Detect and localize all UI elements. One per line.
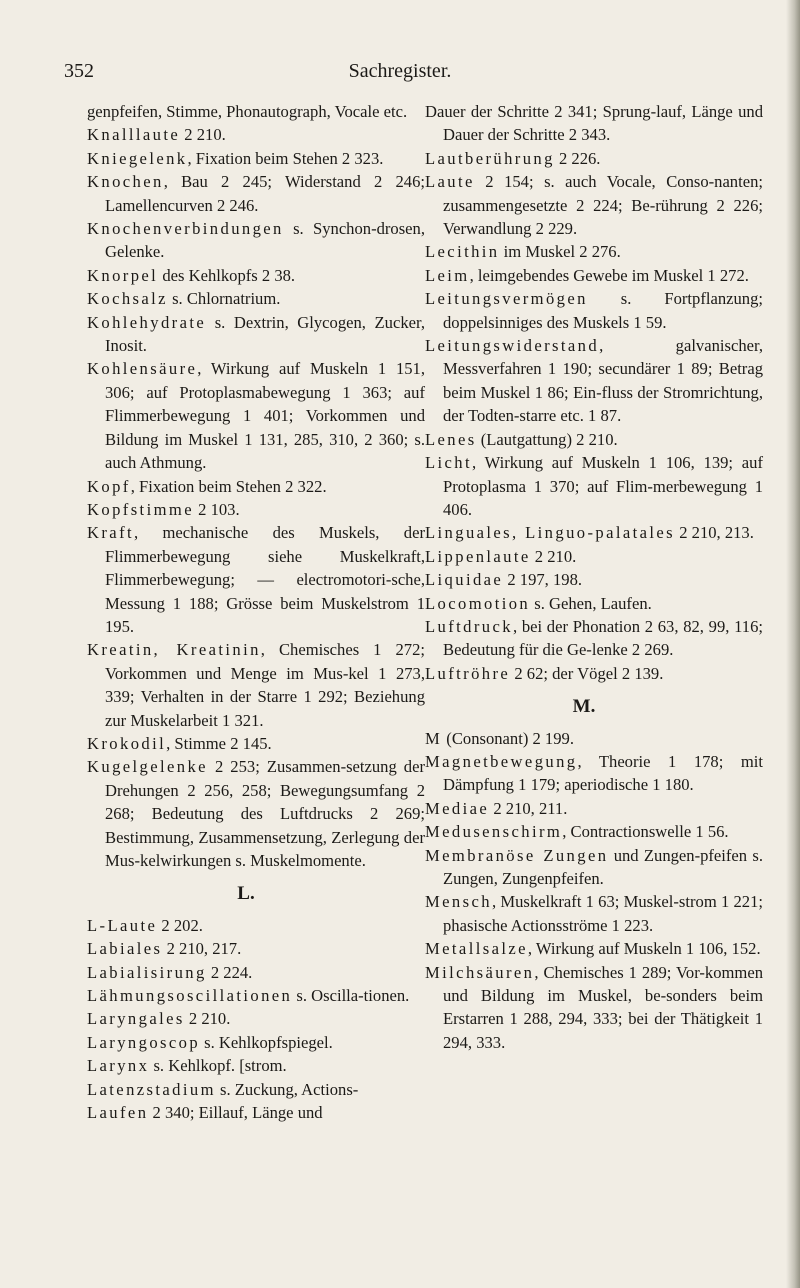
entry-headword: Mensch — [425, 892, 492, 912]
entry-headword: Medusenschirm — [425, 822, 563, 842]
entry-text: s. Zuckung, Actions- — [215, 1079, 359, 1099]
entry-text: 2 62; der Vögel 2 139. — [510, 663, 664, 683]
index-entry — [87, 638, 425, 732]
entry-text: , galvanischer, Messverfahren 1 190; secundärer 1 89; Betrag beim Muskel 1 86; Ein-fluss der Stromrichtung, der Todten-starre etc. 1 87. — [443, 336, 763, 426]
index-entry — [425, 264, 763, 287]
index-entry — [87, 755, 425, 872]
index-entry — [87, 147, 425, 170]
page-edge-shadow — [786, 0, 800, 1288]
entry-text: , Theorie 1 178; mit Dämpfung 1 179; aperiodische 1 180. — [443, 751, 763, 795]
entry-headword: Lecithin — [425, 242, 500, 262]
entry-text: , Wirkung auf Muskeln 1 106, 152. — [527, 939, 761, 959]
entry-text: s. Chlornatrium. — [167, 289, 281, 309]
entry-text: , bei der Phonation 2 63, 82, 99, 116; Bedeutung für die Ge-lenke 2 269. — [443, 616, 763, 660]
entry-text: s. Oscilla-tionen. — [292, 986, 410, 1006]
index-entry — [87, 1031, 425, 1054]
entry-text: , leimgebendes Gewebe im Muskel 1 272. — [469, 265, 749, 285]
index-entry — [425, 568, 763, 591]
entry-text: 2 210, 211. — [489, 798, 568, 818]
entry-headword: Lautberührung — [425, 148, 555, 168]
entry-headword: Larynx — [87, 1056, 150, 1076]
left-entries-l — [87, 914, 425, 1125]
index-entry — [87, 1101, 425, 1124]
index-entry — [425, 615, 763, 662]
entry-headword: Locomotion — [425, 593, 531, 613]
entry-headword: M — [425, 728, 443, 748]
index-entry — [425, 890, 763, 937]
entry-headword: Kopfstimme — [87, 499, 194, 519]
entry-text: , Contractionswelle 1 56. — [562, 822, 729, 842]
entry-text: und Zungen-pfeifen s. Zungen, Zungenpfeifen. — [443, 845, 763, 888]
entry-text: (Lautgattung) 2 210. — [476, 429, 618, 449]
left-entries — [87, 100, 425, 872]
index-entry — [87, 264, 425, 287]
index-entry — [425, 750, 763, 797]
entry-headword: Leim — [425, 265, 470, 285]
entry-headword: Liquidae — [425, 570, 504, 590]
page-title: Sachregister. — [348, 60, 452, 82]
index-entry — [87, 475, 425, 498]
index-entry — [425, 961, 763, 1055]
entry-text: 2 210. — [180, 125, 226, 145]
entry-text: s. Synchon-drosen, Gelenke. — [105, 219, 425, 262]
entry-text: des Kehlkopfs 2 38. — [158, 265, 296, 285]
entry-headword: Kohlehydrate — [87, 312, 207, 332]
right-entries — [425, 100, 763, 685]
entry-text: 2 210. — [184, 1009, 231, 1029]
page-header — [0, 60, 800, 90]
entry-headword: Lippenlaute — [425, 546, 531, 566]
index-entry — [425, 240, 763, 263]
entry-headword: Kohlensäure — [87, 359, 198, 379]
index-entry — [87, 521, 425, 638]
index-entry — [425, 428, 763, 451]
entry-text: im Muskel 2 276. — [499, 242, 621, 262]
entry-headword: Lenes — [425, 429, 477, 449]
entry-headword: Labiales — [87, 939, 163, 959]
entry-headword: Laufen — [87, 1103, 149, 1123]
entry-text: 2 210, 217. — [162, 939, 242, 959]
index-entry — [87, 1078, 425, 1101]
entry-headword: Kraft — [87, 523, 135, 543]
entry-text: 2 224. — [206, 962, 253, 982]
entry-headword: Krokodil — [87, 733, 167, 753]
entry-headword: Luftröhre — [425, 663, 511, 683]
entry-text: , Fixation beim Stehen 2 323. — [187, 148, 384, 168]
entry-headword: Leitungsvermögen — [425, 289, 588, 309]
entry-headword: Kniegelenk — [87, 148, 188, 168]
index-entry — [425, 334, 763, 428]
entry-headword: Mediae — [425, 798, 490, 818]
entry-text: , Wirkung auf Muskeln 1 151, 306; auf Protoplasmabewegung 1 363; auf Flimmerbewegung 1 401; Vorkommen und Bildung im Muskel 1 131, 285, 310, 2 360; s. auch Athmung. — [105, 359, 425, 473]
index-entry — [87, 287, 425, 310]
entry-headword: Knorpel — [87, 265, 159, 285]
entry-headword: Milchsäuren — [425, 962, 535, 982]
entry-text: , Chemisches 1 272; Vorkommen und Menge im Mus-kel 1 273, 339; Verhalten in der Starre 1 292; Beziehung zur Muskelarbeit 1 321. — [105, 640, 425, 730]
entry-headword: Licht — [425, 453, 473, 473]
index-entry — [425, 937, 763, 960]
index-entry — [87, 984, 425, 1007]
index-entry — [425, 451, 763, 521]
index-entry — [425, 545, 763, 568]
entry-text: , Wirkung auf Muskeln 1 106, 139; auf Protoplasma 1 370; auf Flim-merbewegung 1 406. — [443, 453, 763, 519]
index-entry — [425, 820, 763, 843]
index-entry — [425, 727, 763, 750]
entry-headword: Laryngales — [87, 1009, 185, 1029]
entry-text: s. Fortpflanzung; doppelsinniges des Muskels 1 59. — [443, 289, 763, 332]
entry-headword: Membranöse Zungen — [425, 845, 609, 865]
entry-text: 2 210, 213. — [675, 523, 754, 543]
index-entry — [87, 100, 425, 123]
index-entry — [87, 961, 425, 984]
index-entry — [425, 592, 763, 615]
index-entry — [425, 100, 763, 147]
entry-headword: Knalllaute — [87, 125, 181, 145]
entry-text: 2 253; Zusammen-setzung der Drehungen 2 256, 258; Bewegungsumfang 2 268; Bedeutung des Luftdrucks 2 269; Bestimmung, Zusammensetzung, Zerlegung der Mus-kelwirkungen s. Muskelmomente. — [105, 757, 425, 870]
index-entry — [425, 662, 763, 685]
entry-headword: Kochsalz — [87, 289, 168, 309]
entry-headword: Metallsalze — [425, 939, 528, 959]
entry-headword: Lähmungsoscillationen — [87, 986, 293, 1006]
right-entries-m — [425, 727, 763, 1055]
index-entry — [87, 217, 425, 264]
entry-text: s. Kehlkopfspiegel. — [200, 1032, 333, 1052]
entry-text: genpfeifen, Stimme, Phonautograph, Vocale etc. — [87, 102, 408, 121]
entry-text: s. Dextrin, Glycogen, Zucker, Inosit. — [105, 312, 425, 356]
index-entry — [87, 311, 425, 358]
entry-text: , Chemisches 1 289; Vor-kommen und Bildung im Muskel, be-sonders beim Erstarren 1 288, 294, 333; bei der Thätigkeit 1 294, 333. — [443, 962, 763, 1052]
entry-text: , Stimme 2 145. — [166, 733, 272, 753]
entry-headword: Knochen — [87, 172, 164, 192]
entry-headword: Laute — [425, 172, 475, 192]
entry-headword: Luftdruck — [425, 616, 513, 636]
entry-headword: Kopf — [87, 476, 131, 496]
entry-text: 2 154; s. auch Vocale, Conso-nanten; zusammengesetzte 2 224; Be-rührung 2 226; Verwandlung 2 229. — [443, 172, 763, 239]
entry-text: 2 202. — [157, 915, 203, 935]
entry-text: , mechanische des Muskels, der Flimmerbewegung siehe Muskelkraft, Flimmerbewegung; — electromotori-sche, Messung 1 188; Grösse beim Muskelstrom 1 195. — [105, 523, 425, 636]
index-entry — [87, 914, 425, 937]
entry-text: s. Gehen, Laufen. — [530, 593, 652, 613]
index-entry — [87, 732, 425, 755]
entry-text: s. Kehlkopf. [strom. — [149, 1056, 287, 1076]
entry-text: 2 197, 198. — [503, 570, 583, 590]
entry-headword: Leitungswiderstand — [425, 336, 600, 356]
index-entry — [87, 123, 425, 146]
entry-headword: Kugelgelenke — [87, 757, 208, 777]
left-column — [87, 100, 425, 1124]
entry-headword: Latenzstadium — [87, 1079, 216, 1099]
entry-text: 2 210. — [530, 546, 577, 566]
index-entry — [87, 170, 425, 217]
entry-headword: Linguales, Linguo-palatales — [425, 523, 676, 543]
entry-headword: Magnetbewegung — [425, 751, 578, 771]
entry-text: Dauer der Schritte 2 341; Sprung-lauf, Länge und Dauer der Schritte 2 343. — [425, 102, 763, 145]
entry-headword: L-Laute — [87, 915, 158, 935]
entry-text: 2 340; Eillauf, Länge und — [148, 1103, 323, 1123]
index-entry — [87, 357, 425, 474]
entry-headword: Laryngoscop — [87, 1032, 201, 1052]
index-entry — [425, 147, 763, 170]
index-entry — [87, 498, 425, 521]
entry-text: 2 103. — [193, 499, 240, 519]
section-letter-l: L. — [237, 883, 255, 905]
index-entry — [87, 1054, 425, 1077]
entry-text: , Fixation beim Stehen 2 322. — [130, 476, 327, 496]
section-letter-m: M. — [572, 696, 596, 718]
entry-text: , Muskelkraft 1 63; Muskel-strom 1 221; phasische Actionsströme 1 223. — [443, 892, 763, 935]
right-column — [425, 100, 763, 1054]
index-entry — [425, 287, 763, 334]
entry-headword: Kreatin, Kreatinin — [87, 640, 261, 660]
entry-text: 2 226. — [554, 148, 601, 168]
index-entry — [425, 844, 763, 891]
index-entry — [87, 937, 425, 960]
page-number: 352 — [64, 60, 94, 82]
entry-text: , Bau 2 245; Widerstand 2 246; Lamellencurven 2 246. — [105, 172, 425, 215]
index-entry — [425, 521, 763, 544]
entry-headword: Labialisirung — [87, 962, 207, 982]
index-entry — [87, 1007, 425, 1030]
index-entry — [425, 797, 763, 820]
entry-text: (Consonant) 2 199. — [442, 728, 574, 748]
index-entry — [425, 170, 763, 240]
entry-headword: Knochenverbindungen — [87, 219, 284, 239]
